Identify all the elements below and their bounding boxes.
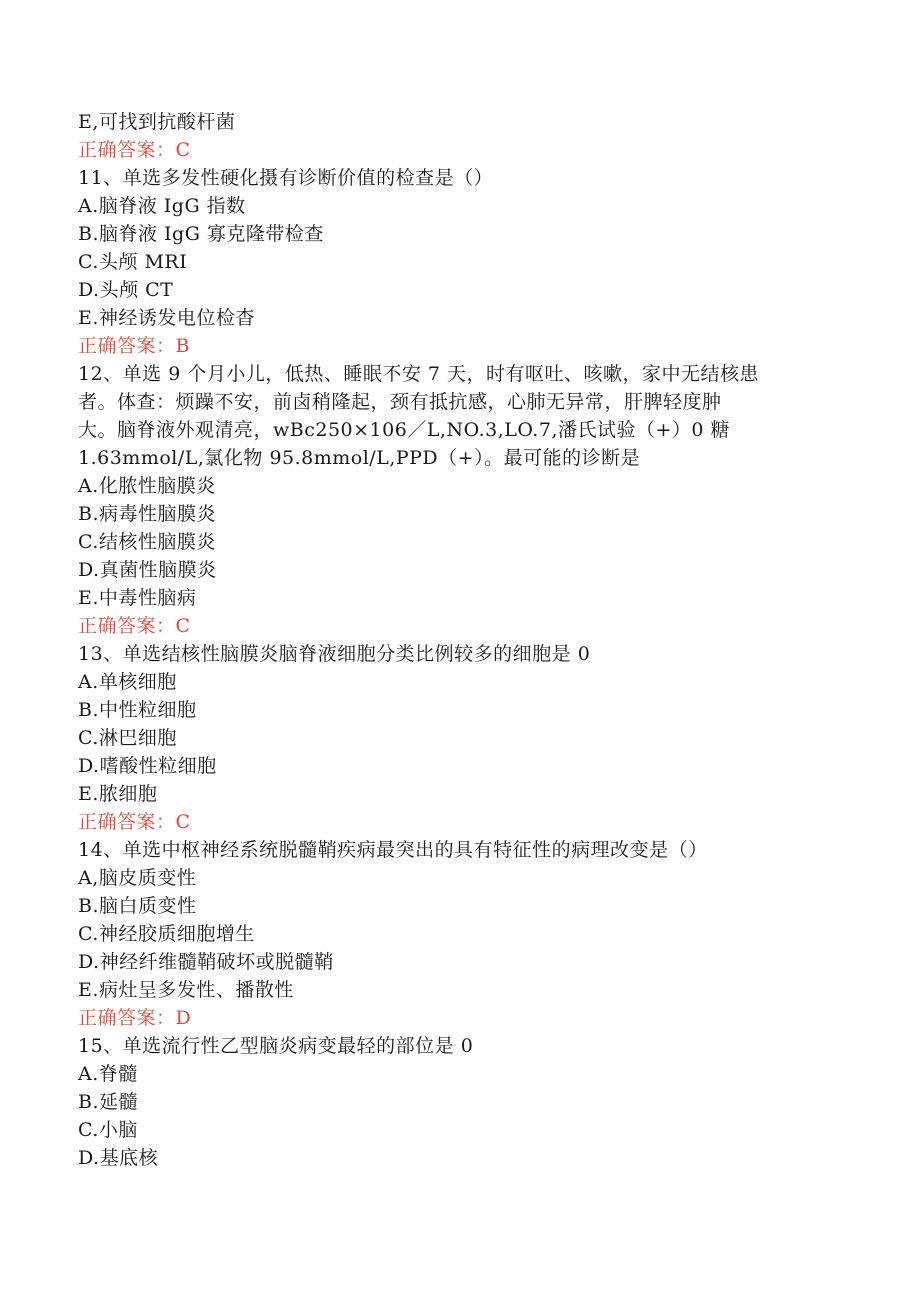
exam-content <box>78 108 823 1172</box>
option-line: C.小脑 <box>78 1119 138 1141</box>
question-12-cont: 大。脑脊液外观清亮，wBc250×106／L,NO.3,LO.7,潘氏试验（+）0 糖 <box>78 419 731 441</box>
correct-answer: 正确答案：C <box>78 615 191 637</box>
option-line: D.真菌性脑膜炎 <box>78 559 217 581</box>
option-line: D.基底核 <box>78 1147 159 1169</box>
option-line: E.病灶呈多发性、播散性 <box>78 979 294 1001</box>
option-line: C.神经胶质细胞增生 <box>78 923 255 945</box>
option-line: D.头颅 CT <box>78 279 174 301</box>
option-line: B.脑白质变性 <box>78 895 197 917</box>
option-line: C.头颅 MRI <box>78 251 188 273</box>
option-line: B.病毒性脑膜炎 <box>78 503 217 525</box>
option-line: C.淋巴细胞 <box>78 727 177 749</box>
correct-answer: 正确答案：C <box>78 811 191 833</box>
question-11: 11、单选多发性硬化摄有诊断价值的检查是（） <box>78 167 494 189</box>
question-13: 13、单选结核性脑膜炎脑脊液细胞分类比例较多的细胞是 0 <box>78 643 591 665</box>
option-line: B.脑脊液 IgG 寡克隆带检查 <box>78 223 324 245</box>
option-line: A.单核细胞 <box>78 671 177 693</box>
option-line: D.嗜酸性粒细胞 <box>78 755 217 777</box>
option-line: D.神经纤维髓鞘破坏或脱髓鞘 <box>78 951 334 973</box>
option-line: A.化脓性脑膜炎 <box>78 475 216 497</box>
question-14: 14、单选中枢神经系统脱髓鞘疾病最突出的具有特征性的病理改变是（） <box>78 839 708 861</box>
question-12-cont: 1.63mmol/L,氯化物 95.8mmol/L,PPD（+）。最可能的诊断是 <box>78 447 641 469</box>
option-line: B.延髓 <box>78 1091 139 1113</box>
option-line: E.中毒性脑病 <box>78 587 197 609</box>
question-15: 15、单选流行性乙型脑炎病变最轻的部位是 0 <box>78 1035 474 1057</box>
correct-answer: 正确答案：B <box>78 335 190 357</box>
question-12-cont: 者。体查：烦躁不安，前卤稍隆起，颈有抵抗感，心肺无异常，肝脾轻度肿 <box>78 391 722 413</box>
option-line: A.脑脊液 IgG 指数 <box>78 195 246 217</box>
option-line: A.脊髓 <box>78 1063 138 1085</box>
option-line: B.中性粒细胞 <box>78 699 197 721</box>
option-line: E.脓细胞 <box>78 783 158 805</box>
question-12: 12、单选 9 个月小儿，低热、睡眠不安 7 天，时有呕吐、咳嗽，家中无结核患 <box>78 363 760 385</box>
option-line: E,可找到抗酸杆菌 <box>78 111 236 133</box>
option-line: C.结核性脑膜炎 <box>78 531 216 553</box>
correct-answer: 正确答案：D <box>78 1007 192 1029</box>
option-line: E.神经诱发电位检杳 <box>78 307 255 329</box>
option-line: A,脑皮质变性 <box>78 867 197 889</box>
correct-answer: 正确答案：C <box>78 139 191 161</box>
